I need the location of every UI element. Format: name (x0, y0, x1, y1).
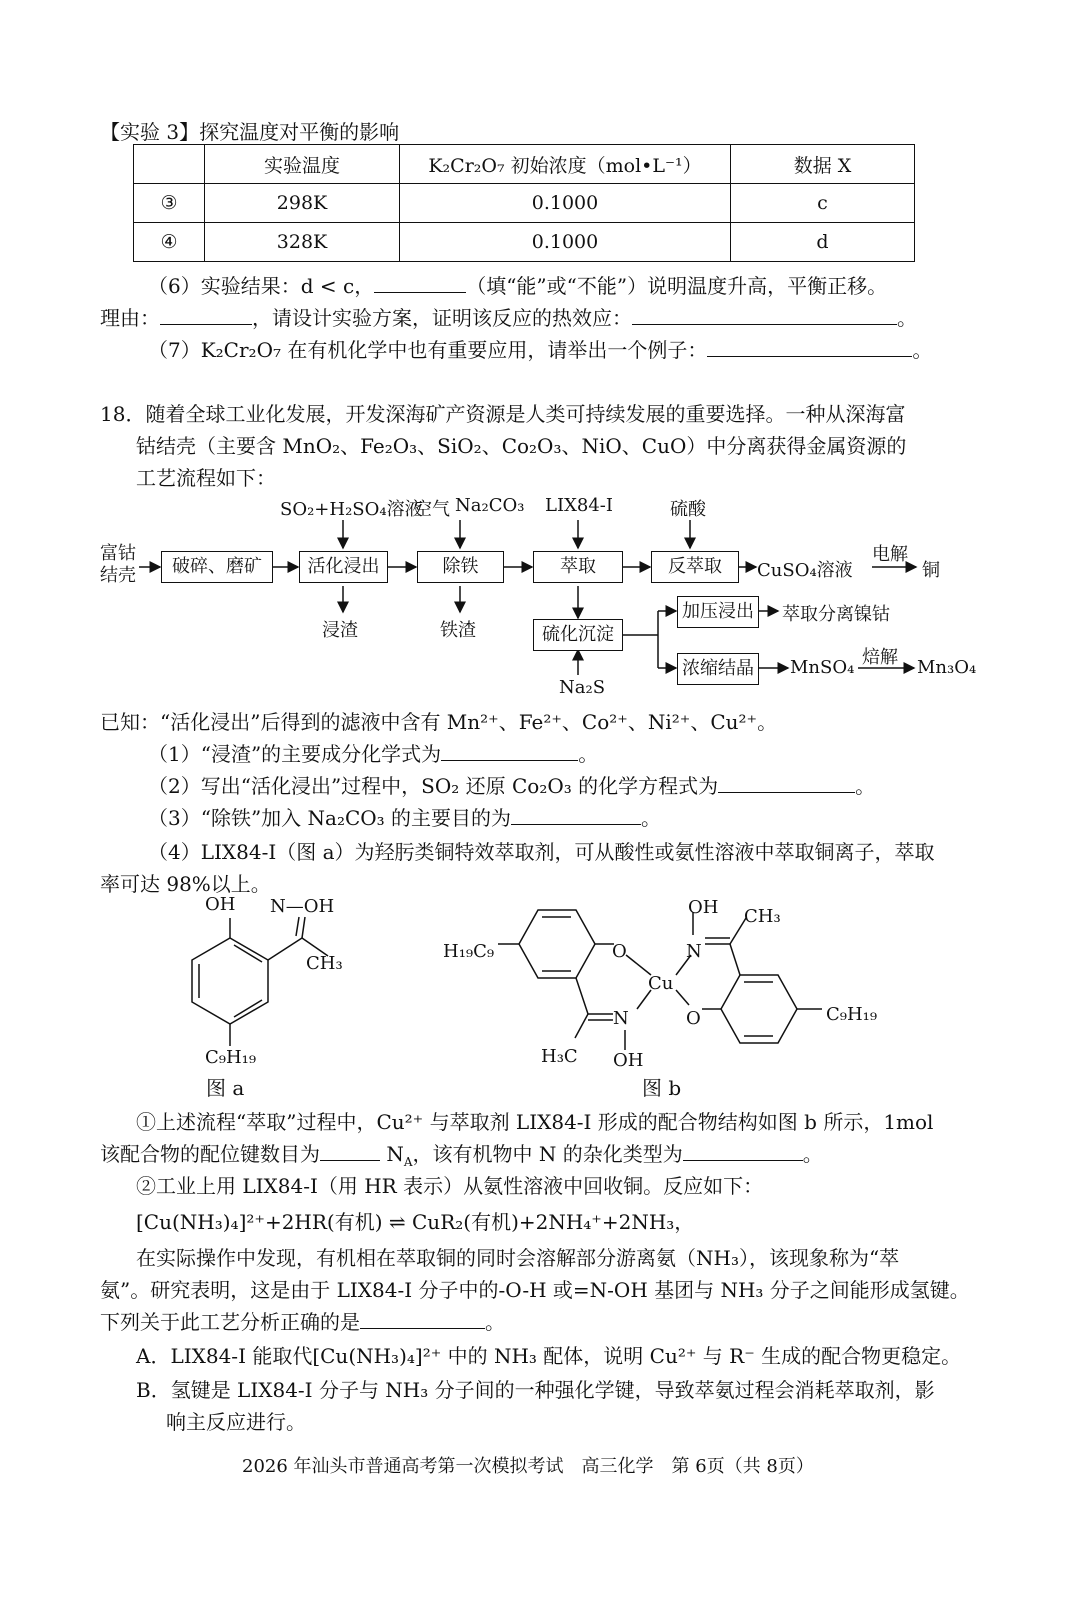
table-cell: c (731, 184, 915, 223)
p4-text: 下列关于此工艺分析正确的是 (100, 1310, 360, 1334)
na-subscript: A (403, 1155, 413, 1169)
q6-text-c: 理由： (100, 306, 160, 330)
q3-line (148, 802, 661, 831)
table-header: 实验温度 (205, 145, 400, 184)
period: 。 (897, 306, 917, 330)
q6-text-a: （6）实验结果：d < c， (148, 274, 375, 298)
flow-box-crush: 破碎、磨矿 (161, 551, 273, 583)
q18-intro-2: 钴结壳（主要含 MnO₂、Fe₂O₃、SiO₂、Co₂O₃、NiO、CuO）中分离获得金属资源的 (136, 434, 907, 458)
flow-start-2: 结壳 (100, 565, 136, 586)
answer-blank[interactable] (320, 1142, 380, 1161)
q7-text: （7）K₂Cr₂O₇ 在有机化学中也有重要应用，请举出一个例子： (148, 338, 708, 362)
answer-blank[interactable] (511, 806, 641, 825)
known-text: 已知：“活化浸出”后得到的滤液中含有 Mn²⁺、Fe²⁺、Co²⁺、Ni²⁺、Cu²⁺。 (100, 710, 778, 734)
page-footer: 2026 年汕头市普通高考第一次模拟考试 高三化学 第 6页（共 8页） (242, 1456, 814, 1477)
option-a: A．LIX84-I 能取代[Cu(NH₃)₄]²⁺ 中的 NH₃ 配体，说明 Cu²⁺ 与 R⁻ 生成的配合物更稳定。 (136, 1344, 962, 1368)
flow-arrows (0, 0, 1080, 700)
struct-b-n-top: N (686, 941, 702, 962)
p4-s2: ②工业上用 LIX84-I（用 HR 表示）从氨性溶液中回收铜。反应如下： (136, 1174, 764, 1198)
answer-blank[interactable] (441, 742, 578, 761)
table-header: 数据 X (731, 145, 915, 184)
p4-para-3 (100, 1306, 505, 1335)
arrow-label-electrolysis: 电解 (872, 544, 908, 565)
output-copper: 铜 (922, 560, 940, 581)
table-cell: ③ (134, 184, 205, 223)
table-cell: d (731, 223, 915, 262)
output-mn3o4: Mn₃O₄ (917, 657, 977, 678)
table-cell: 0.1000 (400, 223, 731, 262)
struct-b-ch3: CH₃ (744, 906, 781, 927)
p4-text: ，该有机物中 N 的杂化类型为 (412, 1142, 683, 1166)
structure-a-bonds (160, 890, 360, 1075)
flow-start-1: 富钴 (100, 543, 136, 564)
flow-box-extract: 萃取 (533, 551, 623, 583)
flow-start (100, 543, 136, 587)
struct-b-n-bottom: N (613, 1008, 629, 1029)
p4-text: 该配合物的配位键数目为 (100, 1142, 320, 1166)
struct-b-oh-bottom: OH (613, 1050, 644, 1071)
struct-b-oh-top: OH (688, 897, 719, 918)
flow-box-pressure: 加压浸出 (677, 596, 759, 628)
period: 。 (485, 1310, 505, 1334)
period: 。 (802, 1142, 823, 1166)
reagent-acid: 硫酸 (670, 499, 706, 520)
flow-box-sulfide: 硫化沉淀 (533, 619, 623, 651)
struct-b-h3c: H₃C (541, 1046, 578, 1067)
table-cell: 298K (205, 184, 400, 223)
reagent-lix: LIX84-I (545, 495, 613, 516)
p4-para-1: 在实际操作中发现，有机相在萃取铜的同时会溶解部分游离氨（NH₃），该现象称为“萃 (136, 1246, 900, 1270)
output-leach-residue: 浸渣 (322, 620, 358, 641)
struct-b-o-right: O (686, 1008, 701, 1029)
struct-a-noh: N—OH (270, 896, 335, 917)
struct-b-cu: Cu (648, 973, 674, 994)
output-cuso4: CuSO₄溶液 (757, 560, 853, 581)
na-symbol: N (386, 1142, 404, 1166)
q1-line (148, 738, 598, 767)
q4-line-2: 率可达 98%以上。 (100, 872, 271, 896)
period: 。 (855, 774, 876, 798)
struct-b-h19c9: H₁₉C₉ (443, 941, 495, 962)
q18-intro-1: 18．随着全球工业化发展，开发深海矿产资源是人类可持续发展的重要选择。一种从深海富 (100, 402, 906, 426)
q6-text-d: ，请设计实验方案，证明该反应的热效应： (252, 306, 632, 330)
option-b-line1: B．氢键是 LIX84-I 分子与 NH₃ 分子间的一种强化学键，导致萃氨过程会消耗萃取剂，影 (136, 1378, 935, 1402)
struct-b-o-left: O (612, 941, 627, 962)
caption-a: 图 a (206, 1076, 245, 1100)
answer-blank[interactable] (718, 774, 855, 793)
p4-equation: [Cu(NH₃)₄]²⁺+2HR(有机) ⇌ CuR₂(有机)+2NH₄⁺+2NH₃， (136, 1210, 695, 1234)
output-mnso4: MnSO₄ (790, 657, 855, 678)
period: 。 (578, 742, 599, 766)
p4-para-2: 氨”。研究表明，这是由于 LIX84-I 分子中的-O-H 或=N-OH 基团与 NH₃ 分子之间能形成氢键。 (100, 1278, 970, 1302)
q18-intro-3: 工艺流程如下： (136, 466, 276, 490)
struct-a-ch3: CH₃ (306, 953, 343, 974)
reagent-na2co3: Na₂CO₃ (455, 495, 525, 516)
reagent-so2: SO₂+H₂SO₄溶液 (280, 499, 423, 520)
caption-b: 图 b (642, 1076, 682, 1100)
flow-box-iron: 除铁 (417, 551, 504, 583)
q3-text: （3）“除铁”加入 Na₂CO₃ 的主要目的为 (148, 806, 512, 830)
flow-box-strip: 反萃取 (651, 551, 739, 583)
q4-line-1: （4）LIX84-I（图 a）为羟肟类铜特效萃取剂，可从酸性或氨性溶液中萃取铜离子，萃取 (148, 840, 935, 864)
p4-s1-line1: ①上述流程“萃取”过程中，Cu²⁺ 与萃取剂 LIX84-I 形成的配合物结构如图 b 所示，1mol (136, 1110, 934, 1134)
q1-text: （1）“浸渣”的主要成分化学式为 (148, 742, 442, 766)
period: 。 (641, 806, 662, 830)
table-cell: 0.1000 (400, 184, 731, 223)
struct-a-oh: OH (205, 894, 236, 915)
flow-box-crystal: 浓缩结晶 (677, 653, 759, 685)
struct-b-c9h19: C₉H₁₉ (826, 1004, 878, 1025)
exp3-title: 【实验 3】探究温度对平衡的影响 (100, 120, 400, 144)
reagent-air: 空气 (414, 499, 450, 520)
table-cell: ④ (134, 223, 205, 262)
reagent-na2s: Na₂S (559, 677, 606, 698)
struct-a-c9h19: C₉H₁₉ (205, 1047, 257, 1068)
q6-text-b: （填“能”或“不能”）说明温度升高，平衡正移。 (466, 274, 888, 298)
flow-box-leach: 活化浸出 (299, 551, 388, 583)
answer-blank[interactable] (683, 1142, 803, 1161)
output-ni-co: 萃取分离镍钴 (782, 604, 890, 625)
table-cell: 328K (205, 223, 400, 262)
p4-s1-line2 (100, 1138, 823, 1169)
option-b-line2: 响主反应进行。 (166, 1410, 306, 1434)
period: 。 (912, 338, 933, 362)
output-iron-residue: 铁渣 (440, 620, 476, 641)
table-header: K₂Cr₂O₇ 初始浓度（mol•L⁻¹） (400, 145, 731, 184)
q2-text: （2）写出“活化浸出”过程中，SO₂ 还原 Co₂O₃ 的化学方程式为 (148, 774, 719, 798)
answer-blank[interactable] (360, 1310, 485, 1329)
q2-line (148, 770, 875, 799)
arrow-label-roast: 焙解 (862, 647, 898, 668)
